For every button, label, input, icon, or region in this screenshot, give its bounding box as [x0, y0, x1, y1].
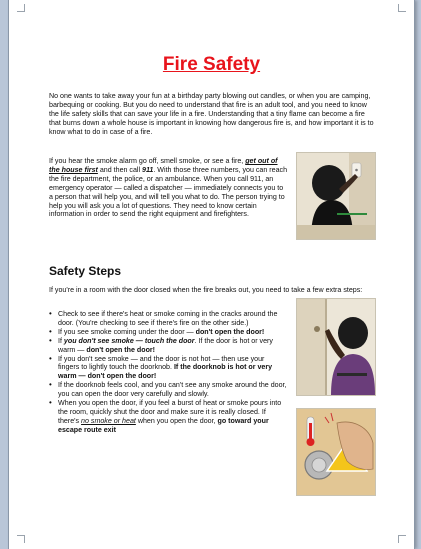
list-item: [49, 381, 287, 399]
margin-corner-bottom-right: [398, 535, 406, 543]
emergency-number: 911: [142, 165, 154, 174]
list-item: [49, 399, 287, 435]
steps-intro: If you're in a room with the door closed when the fire breaks out, you need to take a few extra steps:: [49, 286, 363, 294]
list-item: [49, 337, 287, 355]
margin-corner-bottom-left: [17, 535, 25, 543]
document-page: [8, 0, 415, 549]
illustration-touch-door: [296, 298, 376, 396]
illustration-hot-doorknob: [296, 408, 376, 496]
step-emphasis: don't open the door!: [86, 345, 156, 354]
step-text: If: [58, 336, 64, 345]
margin-corner-top-left: [17, 4, 25, 12]
step-text: when you open the door,: [135, 416, 218, 425]
list-item: [49, 328, 287, 337]
alarm-emphasis: get out of the house first: [49, 157, 278, 174]
document-title: Fire Safety: [162, 54, 261, 75]
step-underline: no smoke or heat: [81, 416, 136, 425]
list-item: [49, 310, 287, 328]
illustration-phone-call: [296, 152, 376, 240]
step-emphasis: go toward your escape route exit: [58, 416, 269, 434]
safety-steps-list: [49, 310, 287, 435]
safety-steps-heading: Safety Steps: [49, 264, 122, 278]
alarm-text-mid: and then call: [97, 165, 143, 174]
intro-paragraph: No one wants to take away your fun at a birthday party blowing out candles, or when you are camping, barbequing or cooking. But you do need to understand that fire is an adult tool, and you need to know the life safety skills that can save your life in a fire. Understanding that a tiny flame can become a fire that burns down a whole house is important in knowing how dangerous fire is, and how important it is to know what to do in case of a fire.: [49, 92, 374, 136]
margin-corner-top-right: [398, 4, 406, 12]
step-text: When you open the door, if you feel a burst of heat or smoke pours into the room, quickly shut the door and make sure it is really closed. If there's: [58, 399, 282, 425]
step-text: If the doorknob feels cool, and you can't see any smoke around the door, you can open the door very carefully and slowly.: [58, 381, 287, 399]
step-text: If you see smoke coming under the door —: [58, 327, 196, 336]
alarm-text-pre: If you hear the smoke alarm go off, smell smoke, or see a fire,: [49, 157, 246, 165]
step-text: If you don't see smoke — and the door is not hot — then use your fingers to lightly touch the doorknob.: [58, 354, 265, 372]
step-text: Check to see if there's heat or smoke coming in the cracks around the door. (You're checking to see if there's fire on the other side.): [58, 310, 278, 327]
step-emphasis: If the doorknob is hot or very warm — don't open the door!: [58, 363, 273, 381]
alarm-paragraph: [49, 157, 289, 219]
step-emphasis: don't open the door!: [195, 327, 265, 336]
list-item: [49, 355, 287, 382]
alarm-text-post: . With those three numbers, you can reach the fire department, the police, or an ambulance. When you call 911, an emergency operator — called a dispatcher — immediately connects you to a person that will help you, and will tell you what to do. The person trying to help you will ask you a lot of questions. They need to know certain information in order to send the right equipment and firefighters.: [49, 165, 288, 219]
step-italic-emphasis: you don't see smoke — touch the door: [63, 336, 195, 345]
step-text: . If the door is hot or very warm —: [58, 336, 273, 354]
